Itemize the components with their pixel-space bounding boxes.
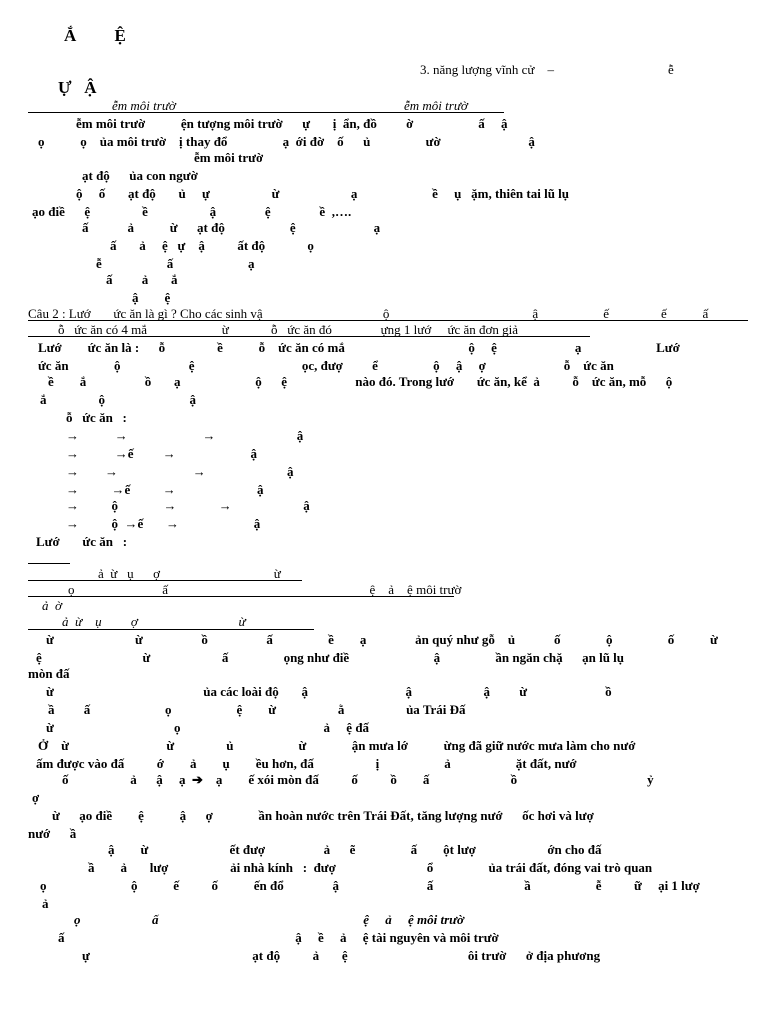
food-chain: → ộ → → ậ — [66, 498, 310, 513]
food-chain: → ộ →ế → ậ — [66, 516, 261, 531]
food-chain: → → → ậ — [66, 464, 294, 479]
section-rule — [28, 112, 504, 113]
section-heading: ễm môi trườ — [112, 98, 176, 113]
text-line: ầ ả lượ ải nhà kính : đượ ổ ủa trái đất, đóng vai trò quan — [88, 860, 653, 875]
text-line: ắ ộ ậ — [40, 392, 196, 407]
text-line: ọ ấ ệ ả ệ môi trườ — [74, 912, 464, 927]
text-line: Ở ừ ừ ủ ừ ận mưa lớ ừng đã giữ nước mưa làm cho nướ — [38, 738, 636, 753]
text-line: Lướ ức ăn là : ỗ ề ỗ ức ăn có mắ ộ ệ ạ Lướ — [38, 340, 680, 355]
answer-label: ả ờ — [42, 598, 62, 613]
text-line: ấm được vào đấ ớ ả ụ ều hơn, đấ ị ả ặt đất, nướ — [36, 756, 577, 771]
text-line: ề ắ ồ ạ ộ ệ nào đó. Trong lướ ức ăn, kể ả ỗ ức ăn, mỗ ộ — [48, 374, 673, 389]
text-line: ộ ố ạt độ ủ ự ừ ạ ề ụ ặm, thiên tai lũ lụ — [76, 186, 570, 201]
text-line: ọ ọ ủa môi trườ ị thay đổ ạ ới đờ ố ủ ườ ậ — [38, 134, 535, 149]
question-2-cont: ỗ ức ăn có 4 mắ ừ ỗ ức ăn đó ựng 1 lướ ức ăn đơn giả — [58, 322, 519, 337]
short-rule — [28, 563, 70, 564]
text-line: ầ ấ ọ ệ ừ ằ ủa Trái Đấ — [48, 702, 466, 717]
answer-heading: ả ừ ụ ợ ừ — [62, 614, 246, 629]
title-line-1: Ắ Ệ — [64, 26, 126, 45]
text-line: ễm môi trườ — [194, 150, 264, 165]
topic-note-mark: ễ — [668, 62, 674, 77]
text-line: ả — [42, 896, 49, 911]
food-web-label: Lướ ức ăn : — [36, 534, 128, 549]
question-rule — [28, 336, 590, 337]
section-heading-right: ễm môi trườ — [404, 98, 468, 113]
text-line: ừ ủa các loài độ ậ ậ ậ ừ ồ — [46, 684, 612, 699]
question-3-cont: ọ ấ ệ ả ệ môi trườ — [68, 582, 462, 597]
text-line: mòn đấ — [28, 666, 70, 681]
text-line: ễ ấ ạ — [96, 256, 255, 271]
question-rule — [28, 580, 302, 581]
text-line: nướ ầ — [28, 826, 77, 841]
question-rule — [28, 596, 454, 597]
text-line: ấ ả ắ — [106, 272, 178, 287]
topic-note: 3. năng lượng vĩnh cử – — [420, 62, 554, 77]
text-line: ấ ả ừ ạt độ ệ ạ — [82, 220, 381, 235]
text-line: ừ ọ ả ệ đấ — [46, 720, 370, 735]
text-line: ỗ ức ăn : — [66, 410, 127, 425]
text-line: ức ăn ộ ệ ọc, đượ ể ộ ậ ợ ỗ ức ăn — [38, 358, 614, 373]
food-chain: → →ế → ậ — [66, 446, 258, 461]
text-line: ự ạt độ ả ệ ôi trườ ở địa phương — [82, 948, 601, 963]
text-line: ệ ừ ấ ọng như điề ậ ần ngăn chặ ạn lũ lụ — [36, 650, 625, 665]
text-line: ấ ậ ề ả ệ tài nguyên và môi trườ — [58, 930, 499, 945]
text-line: ừ ạo điề ệ ậ ợ ần hoàn nước trên Trái Đất, tăng lượng nướ ốc hơi và lượ — [52, 808, 594, 823]
text-line: ố ả ậ ạ ➔ ạ ế xói mòn đấ ố ồ ấ ồ ỷ — [62, 772, 654, 787]
text-line: ừ ừ ồ ấ ề ạ ản quý như gỗ ủ ố ộ ố ừ — [46, 632, 718, 647]
title-line-2: Ự Ậ — [58, 78, 97, 97]
text-line: ậ ừ ết đượ ả ẽ ấ ột lượ ớn cho đấ — [108, 842, 602, 857]
text-line: ợ — [32, 790, 40, 805]
text-line: ậ ệ — [132, 290, 171, 305]
question-rule — [28, 320, 748, 321]
food-chain: → → → ậ — [66, 428, 304, 443]
text-line: ọ ộ ế ố ến đổ ậ ấ ầ ễ ữ ại 1 lượ — [40, 878, 700, 893]
text-line: ạt độ ủa con ngườ — [82, 168, 198, 183]
text-line: ấ ả ệ ự ậ ất độ ọ — [110, 238, 314, 253]
question-2: Câu 2 : Lướ ức ăn là gì ? Cho các sinh vậ ộ ậ ế ế ấ — [28, 306, 709, 321]
question-3: ả ừ ụ ợ ừ — [98, 566, 281, 581]
text-line: ễm môi trườ ện tượng môi trườ ự ị ẩn, đồ ờ ấ ậ — [76, 116, 508, 131]
food-chain: → →ế → ậ — [66, 482, 264, 497]
text-line: ạo điề ệ ề ậ ệ ề ,…. — [32, 204, 352, 219]
answer-rule — [28, 629, 314, 630]
